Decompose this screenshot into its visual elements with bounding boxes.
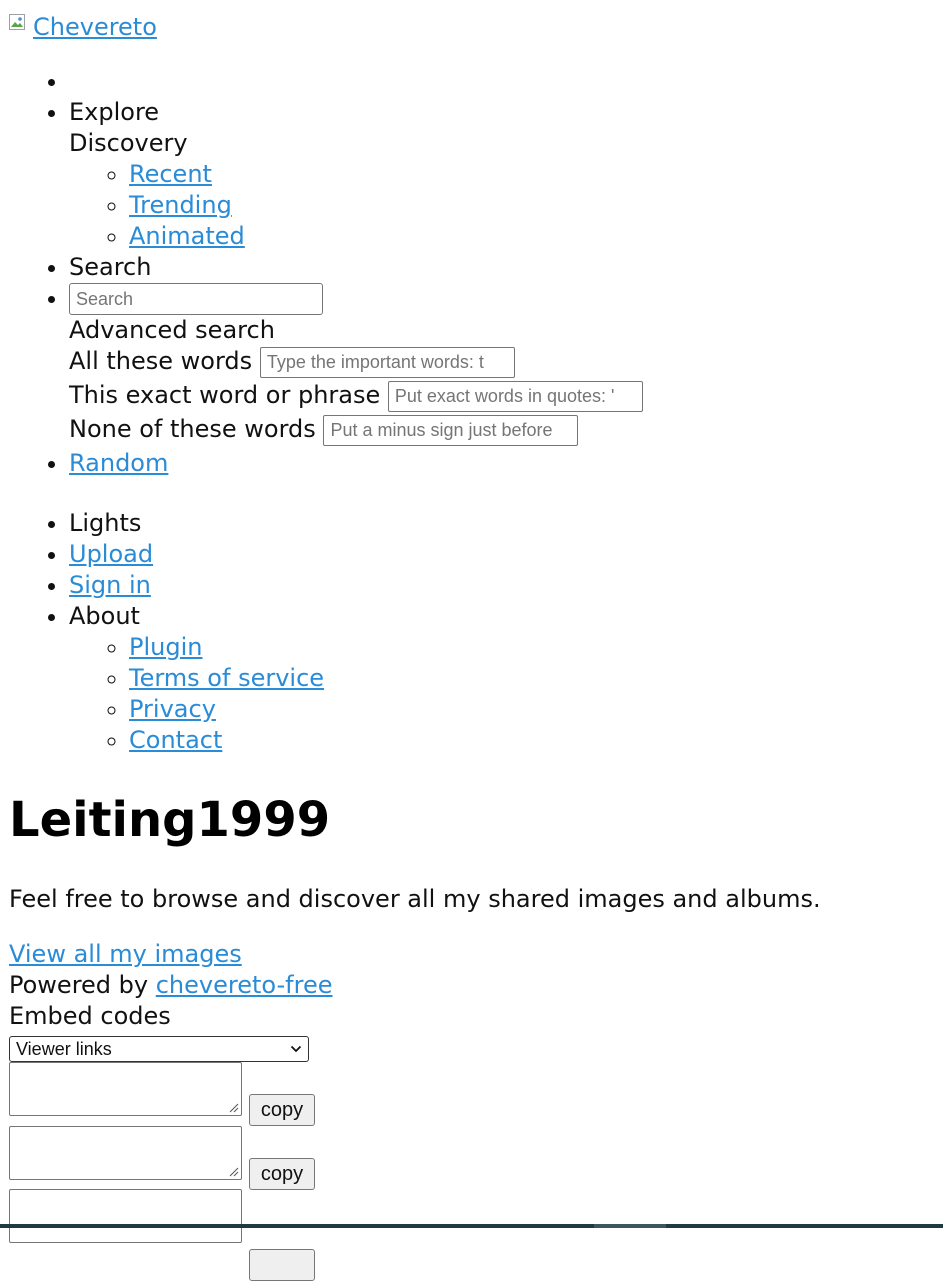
nav-item-upload[interactable]: [69, 539, 324, 570]
main-nav: [0, 66, 643, 479]
nav-item-plugin[interactable]: [129, 632, 324, 663]
random-link[interactable]: Random: [69, 449, 169, 477]
exact-phrase-input[interactable]: [388, 381, 643, 412]
plugin-link[interactable]: Plugin: [129, 633, 203, 661]
powered-by: [9, 970, 333, 1001]
about-list: [69, 632, 324, 756]
animated-link[interactable]: Animated: [129, 222, 245, 250]
advanced-search-label: • Advanced search: [69, 316, 275, 344]
copy-button[interactable]: copy: [249, 1094, 315, 1126]
terms-link[interactable]: Terms of service: [129, 664, 325, 692]
search-label[interactable]: Search: [69, 253, 152, 281]
broken-image-icon: [9, 14, 25, 30]
bottom-bar-segment: [594, 1224, 666, 1228]
embed-row: [9, 1189, 315, 1243]
nav-item-about[interactable]: [69, 601, 324, 756]
resize-grip-icon[interactable]: [229, 1103, 239, 1113]
resize-grip-icon[interactable]: [229, 1167, 239, 1177]
discovery-list: [69, 159, 643, 252]
secondary-nav: [0, 508, 324, 756]
embed-code-textarea[interactable]: [9, 1189, 242, 1243]
nav-item-search-form: [69, 283, 643, 448]
powered-by-text: Powered by: [9, 971, 156, 999]
profile-description: Feel free to browse and discover all my shared images and albums.: [9, 885, 821, 913]
all-words-label: All these words: [69, 347, 253, 375]
nav-item-lights[interactable]: [69, 508, 324, 539]
nav-item-explore[interactable]: [69, 97, 643, 252]
none-words-label: None of these words: [69, 415, 316, 443]
nav-item-animated[interactable]: [129, 221, 643, 252]
logo-link[interactable]: Chevereto: [33, 13, 157, 41]
nav-item-contact[interactable]: [129, 725, 324, 756]
embed-row: [9, 1126, 315, 1185]
embed-type-value: Viewer links: [16, 1039, 112, 1059]
embed-code-textarea[interactable]: [9, 1062, 242, 1116]
nav-item-privacy[interactable]: [129, 694, 324, 725]
all-words-row: [69, 346, 643, 380]
chevereto-free-link[interactable]: chevereto-free: [155, 971, 333, 999]
nav-item-search[interactable]: [69, 252, 643, 283]
nav-item-empty: [69, 66, 643, 97]
exact-phrase-label: This exact word or phrase: [69, 381, 381, 409]
embed-code-textarea[interactable]: [9, 1126, 242, 1180]
nav-item-random[interactable]: [69, 448, 643, 479]
search-input[interactable]: [69, 283, 323, 315]
recent-link[interactable]: Recent: [129, 160, 212, 188]
privacy-link[interactable]: Privacy: [129, 695, 216, 723]
none-words-input[interactable]: [323, 415, 578, 446]
nav-item-tos[interactable]: [129, 663, 324, 694]
embed-type-select[interactable]: [9, 1036, 309, 1062]
about-label[interactable]: About: [69, 602, 140, 630]
view-all-images-link[interactable]: View all my images: [9, 940, 242, 968]
nav-item-recent[interactable]: [129, 159, 643, 190]
profile-footer: [9, 939, 333, 1032]
sign-in-link[interactable]: Sign in: [69, 571, 151, 599]
embed-codes-label: Embed codes: [9, 1002, 171, 1030]
embed-row: [9, 1062, 315, 1121]
explore-label[interactable]: Explore: [69, 98, 160, 126]
nav-item-trending[interactable]: [129, 190, 643, 221]
contact-link[interactable]: Contact: [129, 726, 223, 754]
none-words-row: [69, 414, 643, 448]
chevron-down-icon: [290, 1043, 302, 1055]
copy-button[interactable]: copy: [249, 1158, 315, 1190]
page-title: Leiting1999: [9, 792, 331, 848]
upload-link[interactable]: Upload: [69, 540, 154, 568]
lights-label[interactable]: Lights: [69, 509, 142, 537]
nav-item-sign-in[interactable]: [69, 570, 324, 601]
trending-link[interactable]: Trending: [129, 191, 232, 219]
all-words-input[interactable]: [260, 347, 515, 378]
exact-phrase-row: [69, 380, 643, 414]
bottom-bar: [0, 1224, 943, 1228]
copy-button[interactable]: [249, 1249, 315, 1281]
discovery-label: Discovery: [69, 129, 188, 157]
site-logo[interactable]: [9, 12, 157, 43]
